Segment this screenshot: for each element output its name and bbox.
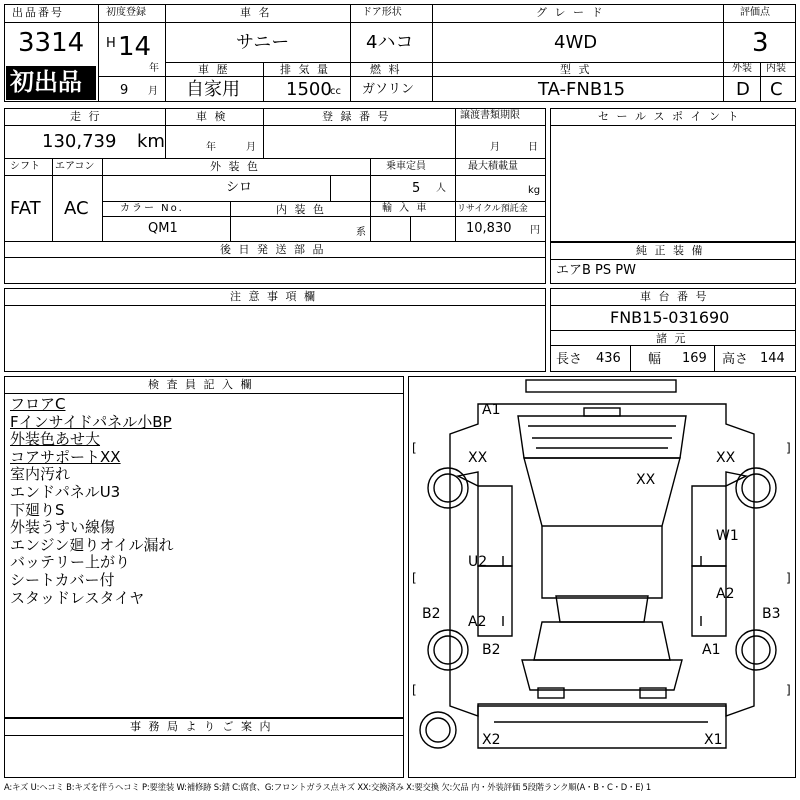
notes-label: 注 意 事 項 欄	[230, 290, 317, 303]
mark-left-rear-door: A2	[468, 614, 487, 630]
mark-left-fender: XX	[468, 450, 488, 466]
year-unit: 年	[149, 63, 159, 74]
grade-label: グ レ ー ド	[536, 6, 605, 19]
car-damage-diagram	[408, 376, 796, 778]
car-name-label: 車 名	[240, 6, 272, 19]
mileage: 130,739	[42, 131, 117, 152]
grade: 4WD	[554, 32, 598, 53]
color-no: QM1	[148, 221, 178, 236]
sales-points-box	[550, 108, 796, 242]
rear-panel	[478, 706, 726, 748]
capacity-unit: 人	[436, 183, 446, 194]
inspection-month-unit: 月	[246, 142, 256, 153]
fuel: ガソリン	[362, 82, 415, 97]
reg-month: 9	[120, 83, 129, 98]
recycle-unit: 円	[530, 225, 540, 236]
inspector-note-line: スタッドレスタイヤ	[10, 588, 145, 607]
inspector-notes	[10, 396, 400, 607]
mark-left-quarter: B2	[422, 606, 441, 622]
inspector-note-line: Fインサイドパネル小BP	[10, 412, 172, 431]
int-color-unit: 系	[356, 227, 366, 238]
equipment-value: エアB PS PW	[556, 263, 636, 278]
reg-year: 14	[118, 32, 152, 62]
shift-label: シフト	[10, 161, 40, 172]
equipment-label: 純 正 装 備	[636, 244, 705, 257]
lot-no-label: 出品番号	[12, 6, 64, 19]
office-label: 事 務 局 よ り ご 案 内	[130, 720, 273, 733]
ac-label: エアコン	[55, 161, 95, 172]
svg-text:]: ]	[786, 571, 791, 585]
chassis-label: 車 台 番 号	[640, 290, 709, 303]
mark-right-rear-fender: A1	[702, 642, 721, 658]
fuel-label: 燃 料	[370, 63, 402, 76]
length-label: 長さ	[556, 352, 583, 367]
mark-right-fender: XX	[716, 450, 736, 466]
mark-right-quarter: B3	[762, 606, 781, 622]
ext-score: D	[736, 79, 750, 100]
damage-marks	[422, 402, 781, 748]
inspector-label: 検 査 員 記 入 欄	[148, 378, 254, 391]
inspector-note-line: エンドパネルU3	[10, 482, 121, 501]
mark-hood: XX	[636, 472, 656, 488]
sales-points-label: セ ー ル ス ポ イ ン ト	[598, 110, 741, 123]
svg-text:]: ]	[786, 683, 791, 697]
inspector-note-line: コアサポートXX	[10, 447, 121, 466]
mark-left-front-door: U2	[468, 554, 488, 570]
svg-text:]: ]	[786, 441, 791, 455]
color-no-label: カラー No.	[120, 203, 184, 214]
inspector-note-line: 外装うすい線傷	[10, 518, 116, 537]
hood	[518, 416, 686, 458]
rear-window	[534, 622, 670, 660]
width-label: 幅	[648, 352, 662, 367]
first-reg-label: 初度登録	[106, 7, 146, 18]
model-label: 型 式	[560, 63, 592, 76]
import-label: 輸 入 車	[382, 203, 429, 214]
int-score: C	[770, 79, 783, 100]
recycle-label: リサイクル預託金	[457, 204, 528, 214]
air-conditioner: AC	[64, 198, 89, 219]
displacement: 1500	[286, 79, 332, 100]
inspector-note-line: フロアC	[10, 395, 66, 413]
shift: FAT	[10, 198, 41, 219]
height: 144	[760, 351, 785, 366]
capacity: 5	[412, 181, 421, 196]
model-code: TA-FNB15	[538, 79, 626, 100]
windshield	[524, 458, 680, 526]
height-label: 高さ	[722, 352, 749, 367]
inspector-note-line: シートカバー付	[10, 570, 115, 589]
inspection-year-unit: 年	[206, 142, 216, 153]
mark-left-rear-fender: B2	[482, 642, 501, 658]
int-color-label: 内 装 色	[276, 203, 326, 216]
transfer-day-unit: 日	[528, 142, 538, 153]
mark-right-rear-door: A2	[716, 586, 735, 602]
transfer-label: 譲渡書類期限	[460, 110, 520, 121]
body-outline	[450, 404, 754, 716]
max-load-label: 最大積載量	[468, 161, 518, 172]
max-load-unit: kg	[528, 185, 541, 196]
car-name: サニー	[236, 32, 290, 53]
displacement-label: 排 気 量	[280, 63, 330, 76]
mark-front-bumper: A1	[482, 402, 501, 418]
door-label: ドア形状	[362, 7, 402, 18]
door-shape: 4ハコ	[366, 32, 414, 53]
transfer-month-unit: 月	[490, 142, 500, 153]
mileage-unit: km	[137, 131, 165, 152]
car-history: 自家用	[186, 79, 240, 100]
reg-no-label: 登 録 番 号	[322, 110, 391, 123]
mark-rear-left: X2	[482, 732, 501, 748]
int-label: 内装	[766, 63, 786, 74]
lot-number: 3314	[18, 28, 85, 58]
month-unit: 月	[148, 86, 158, 97]
inspection-label: 車 検	[196, 110, 228, 123]
svg-text:[: [	[412, 683, 417, 697]
legend: A:キズ U:ヘコミ B:キズを伴うヘコミ P:要塗装 W:補修跡 S:錆 C:腐食、G:フロントガラス点キズ XX:交換済み X:要交換 欠:欠品 内・外装評価 5段階ランク順(A・B・C・D・E) 1	[4, 782, 651, 792]
overall-score: 3	[752, 28, 769, 58]
chassis-number: FNB15-031690	[610, 308, 730, 327]
width: 169	[682, 351, 707, 366]
svg-text:[: [	[412, 441, 417, 455]
ext-color-label: 外 装 色	[210, 160, 260, 173]
later-parts-label: 後 日 発 送 部 品	[220, 243, 326, 256]
era: H	[106, 36, 116, 51]
specs-label: 諸 元	[656, 332, 688, 345]
score-label: 評価点	[740, 7, 770, 18]
ext-color: シロ	[226, 180, 253, 195]
recycle-fee: 10,830	[466, 221, 512, 236]
inspector-note-line: バッテリー上がり	[10, 553, 131, 572]
trunk-lid	[522, 660, 682, 690]
capacity-label: 乗車定員	[386, 161, 426, 172]
length: 436	[596, 351, 621, 366]
inspector-note-line: 下廻りS	[10, 500, 65, 519]
ext-label: 外装	[732, 63, 752, 74]
first-listing-text: 初出品	[10, 68, 82, 96]
mark-rear-right: X1	[704, 732, 723, 748]
mileage-label: 走 行	[70, 110, 102, 123]
inspector-note-line: エンジン廻りオイル漏れ	[10, 535, 174, 554]
mark-right-front-door: W1	[716, 528, 739, 544]
right-front-door	[692, 486, 726, 566]
svg-text:[: [	[412, 571, 417, 585]
displacement-unit: cc	[330, 86, 341, 97]
history-label: 車 歴	[198, 63, 230, 76]
front-bumper	[526, 380, 676, 392]
inspector-note-line: 室内汚れ	[10, 465, 71, 484]
inspector-note-line: 外装色あせ大	[10, 430, 101, 449]
